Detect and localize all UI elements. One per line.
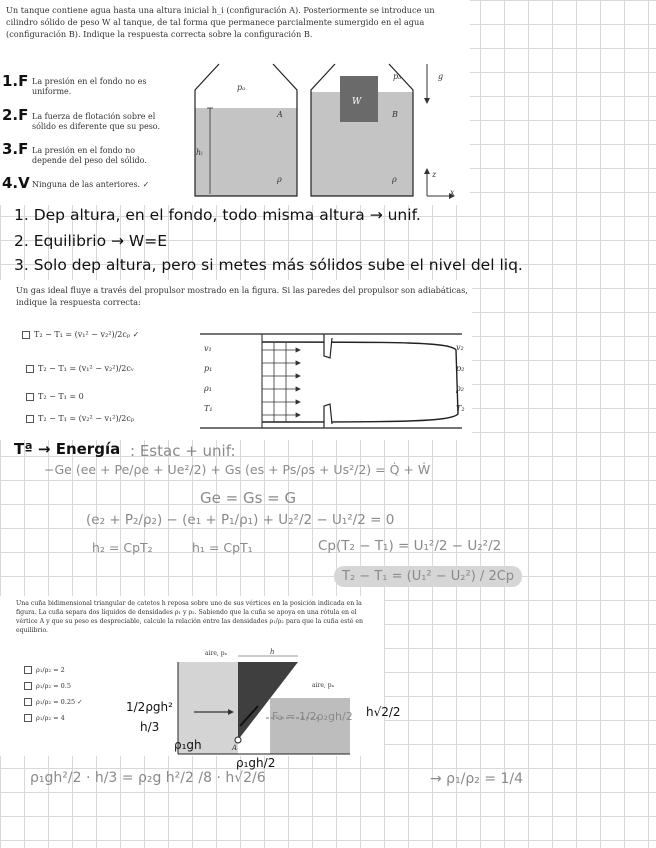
- liquid-right: [270, 698, 350, 754]
- h-dimension-label: h: [270, 648, 275, 656]
- gravity-label: g: [438, 72, 444, 81]
- q2-option-2[interactable]: [26, 364, 134, 373]
- axis-x-label: x: [450, 188, 455, 197]
- q1-option-1: La presión en el fondo no es uniforme.: [32, 77, 147, 96]
- q1-mark-1: 1.F: [2, 72, 29, 90]
- q2-checkbox-3[interactable]: [26, 393, 34, 401]
- q3-option-2[interactable]: [24, 682, 71, 690]
- q2-option-1-text: T₂ − T₁ = (v₁² − v₂²)/2cₚ ✓: [34, 330, 140, 339]
- q2-checkbox-4[interactable]: [26, 415, 34, 423]
- q2-note-h2: h₂ = CpT₂: [92, 540, 153, 555]
- q1-mark-3: 3.F: [2, 140, 29, 158]
- q1-note-1: 1. Dep altura, en el fondo, todo misma altura → unif.: [14, 206, 421, 224]
- q2-note-header-grey: : Estac + unif:: [130, 442, 236, 460]
- q1-option-3: La presión en el fondo no depende del peso del sólido.: [32, 146, 147, 165]
- q2-note-eq2: Ge = Gs = G: [200, 489, 297, 507]
- q3-checkbox-1[interactable]: [24, 666, 32, 674]
- q3-note-left-force: 1/2ρgh²: [126, 700, 173, 714]
- q3-option-1-text: ρ₁/ρ₂ = 2: [36, 666, 65, 674]
- q2-statement: Un gas ideal fluye a través del propulsor mostrado en la figura. Si las paredes del propulsor son adiabáticas, indique la respuesta correcta:: [16, 285, 468, 307]
- q2-option-4[interactable]: [26, 414, 134, 423]
- q3-note-right-force: F₂ = 1/2ρ₂gh/2: [272, 710, 353, 723]
- q3-option-3-text: ρ₁/ρ₂ = 0.25 ✓: [36, 698, 83, 706]
- axis-z-label: z: [432, 170, 437, 179]
- q3-checkbox-3[interactable]: [24, 698, 32, 706]
- tank-a-label: A: [277, 110, 283, 119]
- q2-note-result: T₂ − T₁ = (U₁² − U₂²) / 2Cp: [334, 566, 522, 587]
- q1-mark-2: 2.F: [2, 106, 29, 124]
- inlet-T1: T₁: [204, 404, 213, 413]
- q3-statement: Una cuña bidimensional triangular de catetos h reposa sobre uno de sus vértices en la posición indicada en la figura. La cuña separa dos líquidos de densidades ρ₁ y ρ₂. Sabiendo que la cuña se apoya en una rótula en el vértice A y que su peso es despreciable, calcule la relación entre las densidades ρ₁/ρ₂ para que la cuña esté en equilibrio.: [16, 600, 364, 634]
- tank-diagram: [185, 60, 465, 200]
- q3-note-bottom: ρ₁gh/2: [236, 756, 276, 770]
- inlet-rho1: ρ₁: [204, 384, 212, 393]
- outlet-rho2: ρ₂: [456, 384, 464, 393]
- tank-a-rho-label: ρ: [277, 175, 282, 184]
- q3-option-2-text: ρ₁/ρ₂ = 0.5: [36, 682, 71, 690]
- q1-note-2: 2. Equilibrio → W=E: [14, 232, 168, 250]
- outlet-T2: T₂: [456, 404, 465, 413]
- inlet-p1: p₁: [204, 364, 213, 373]
- q3-option-3[interactable]: [24, 698, 83, 706]
- q1-note-3: 3. Solo dep altura, pero si metes más sólidos sube el nivel del liq.: [14, 256, 523, 274]
- q2-note-h1: h₁ = CpT₁: [192, 540, 253, 555]
- q2-note-eq1: −Ge (ee + Pe/ρe + Ue²/2) + Gs (es + Ps/ρs + Us²/2) = Q̇ + Ẇ: [44, 462, 431, 477]
- q3-note-rho-gh: ρ₁gh: [174, 738, 202, 752]
- q2-option-3[interactable]: [26, 392, 84, 401]
- tank-a-pa-label: pₐ: [237, 83, 246, 92]
- q1-option-4: Ninguna de las anteriores. ✓: [32, 180, 150, 189]
- q3-note-h3: h/3: [140, 720, 160, 734]
- aire-right-label: aire, pₐ: [312, 682, 334, 689]
- q1-statement: Un tanque contiene agua hasta una altura inicial h_i (configuración A). Posteriormente se introduce un cilindro sólido de peso W al tanque, de tal forma que permanece parcialmente sumergido en el agua (configuración B). Indique la respuesta correcta sobre la configuración B.: [6, 5, 435, 39]
- q2-note-header: Tª → Energía: [14, 440, 121, 458]
- inlet-v1: v₁: [204, 344, 212, 353]
- q2-checkbox-2[interactable]: [26, 365, 34, 373]
- q3-option-1[interactable]: [24, 666, 65, 674]
- tank-b-rho-label: ρ: [392, 175, 397, 184]
- q2-option-4-text: T₂ − T₁ = (v₂² − v₁²)/2cₚ: [38, 414, 135, 423]
- outlet-p2: p₂: [456, 364, 465, 373]
- q2-checkbox-1[interactable]: [22, 331, 30, 339]
- hinge-a-label: A: [232, 744, 238, 752]
- q1-option-2: La fuerza de flotación sobre el sólido es diferente que su peso.: [32, 112, 161, 131]
- q3-option-4-text: ρ₁/ρ₂ = 4: [36, 714, 65, 722]
- propulsor-diagram: [200, 330, 470, 434]
- tank-b-pa-label: pₐ: [393, 72, 402, 81]
- q3-note-right-arm: h√2/2: [366, 705, 401, 719]
- solid-w-label: W: [352, 97, 362, 107]
- q3-note-final-eq: ρ₁gh²/2 · h/3 = ρ₂g h²/2 /8 · h√2/6: [30, 770, 266, 786]
- hinge-a: [235, 737, 241, 743]
- q1-mark-4: 4.V: [2, 174, 30, 192]
- q2-option-3-text: T₂ − T₁ = 0: [38, 392, 84, 401]
- q2-note-eq3: (e₂ + P₂/ρ₂) − (e₁ + P₁/ρ₁) + U₂²/2 − U₁²/2 = 0: [86, 512, 395, 528]
- q3-option-4[interactable]: [24, 714, 65, 722]
- aire-left-label: aire, pₐ: [205, 650, 227, 657]
- outlet-v2: v₂: [456, 343, 464, 352]
- q2-option-2-text: T₂ − T₁ = (v₁² − v₂²)/2cᵥ: [38, 364, 134, 373]
- q2-note-eq4: Cp(T₂ − T₁) = U₁²/2 − U₂²/2: [318, 538, 502, 554]
- q3-checkbox-2[interactable]: [24, 682, 32, 690]
- q2-option-1[interactable]: [22, 330, 139, 339]
- q3-checkbox-4[interactable]: [24, 714, 32, 722]
- tank-a-hi-label: hᵢ: [196, 148, 203, 157]
- q3-note-final-result: → ρ₁/ρ₂ = 1/4: [430, 771, 524, 787]
- tank-b-label: B: [392, 110, 398, 119]
